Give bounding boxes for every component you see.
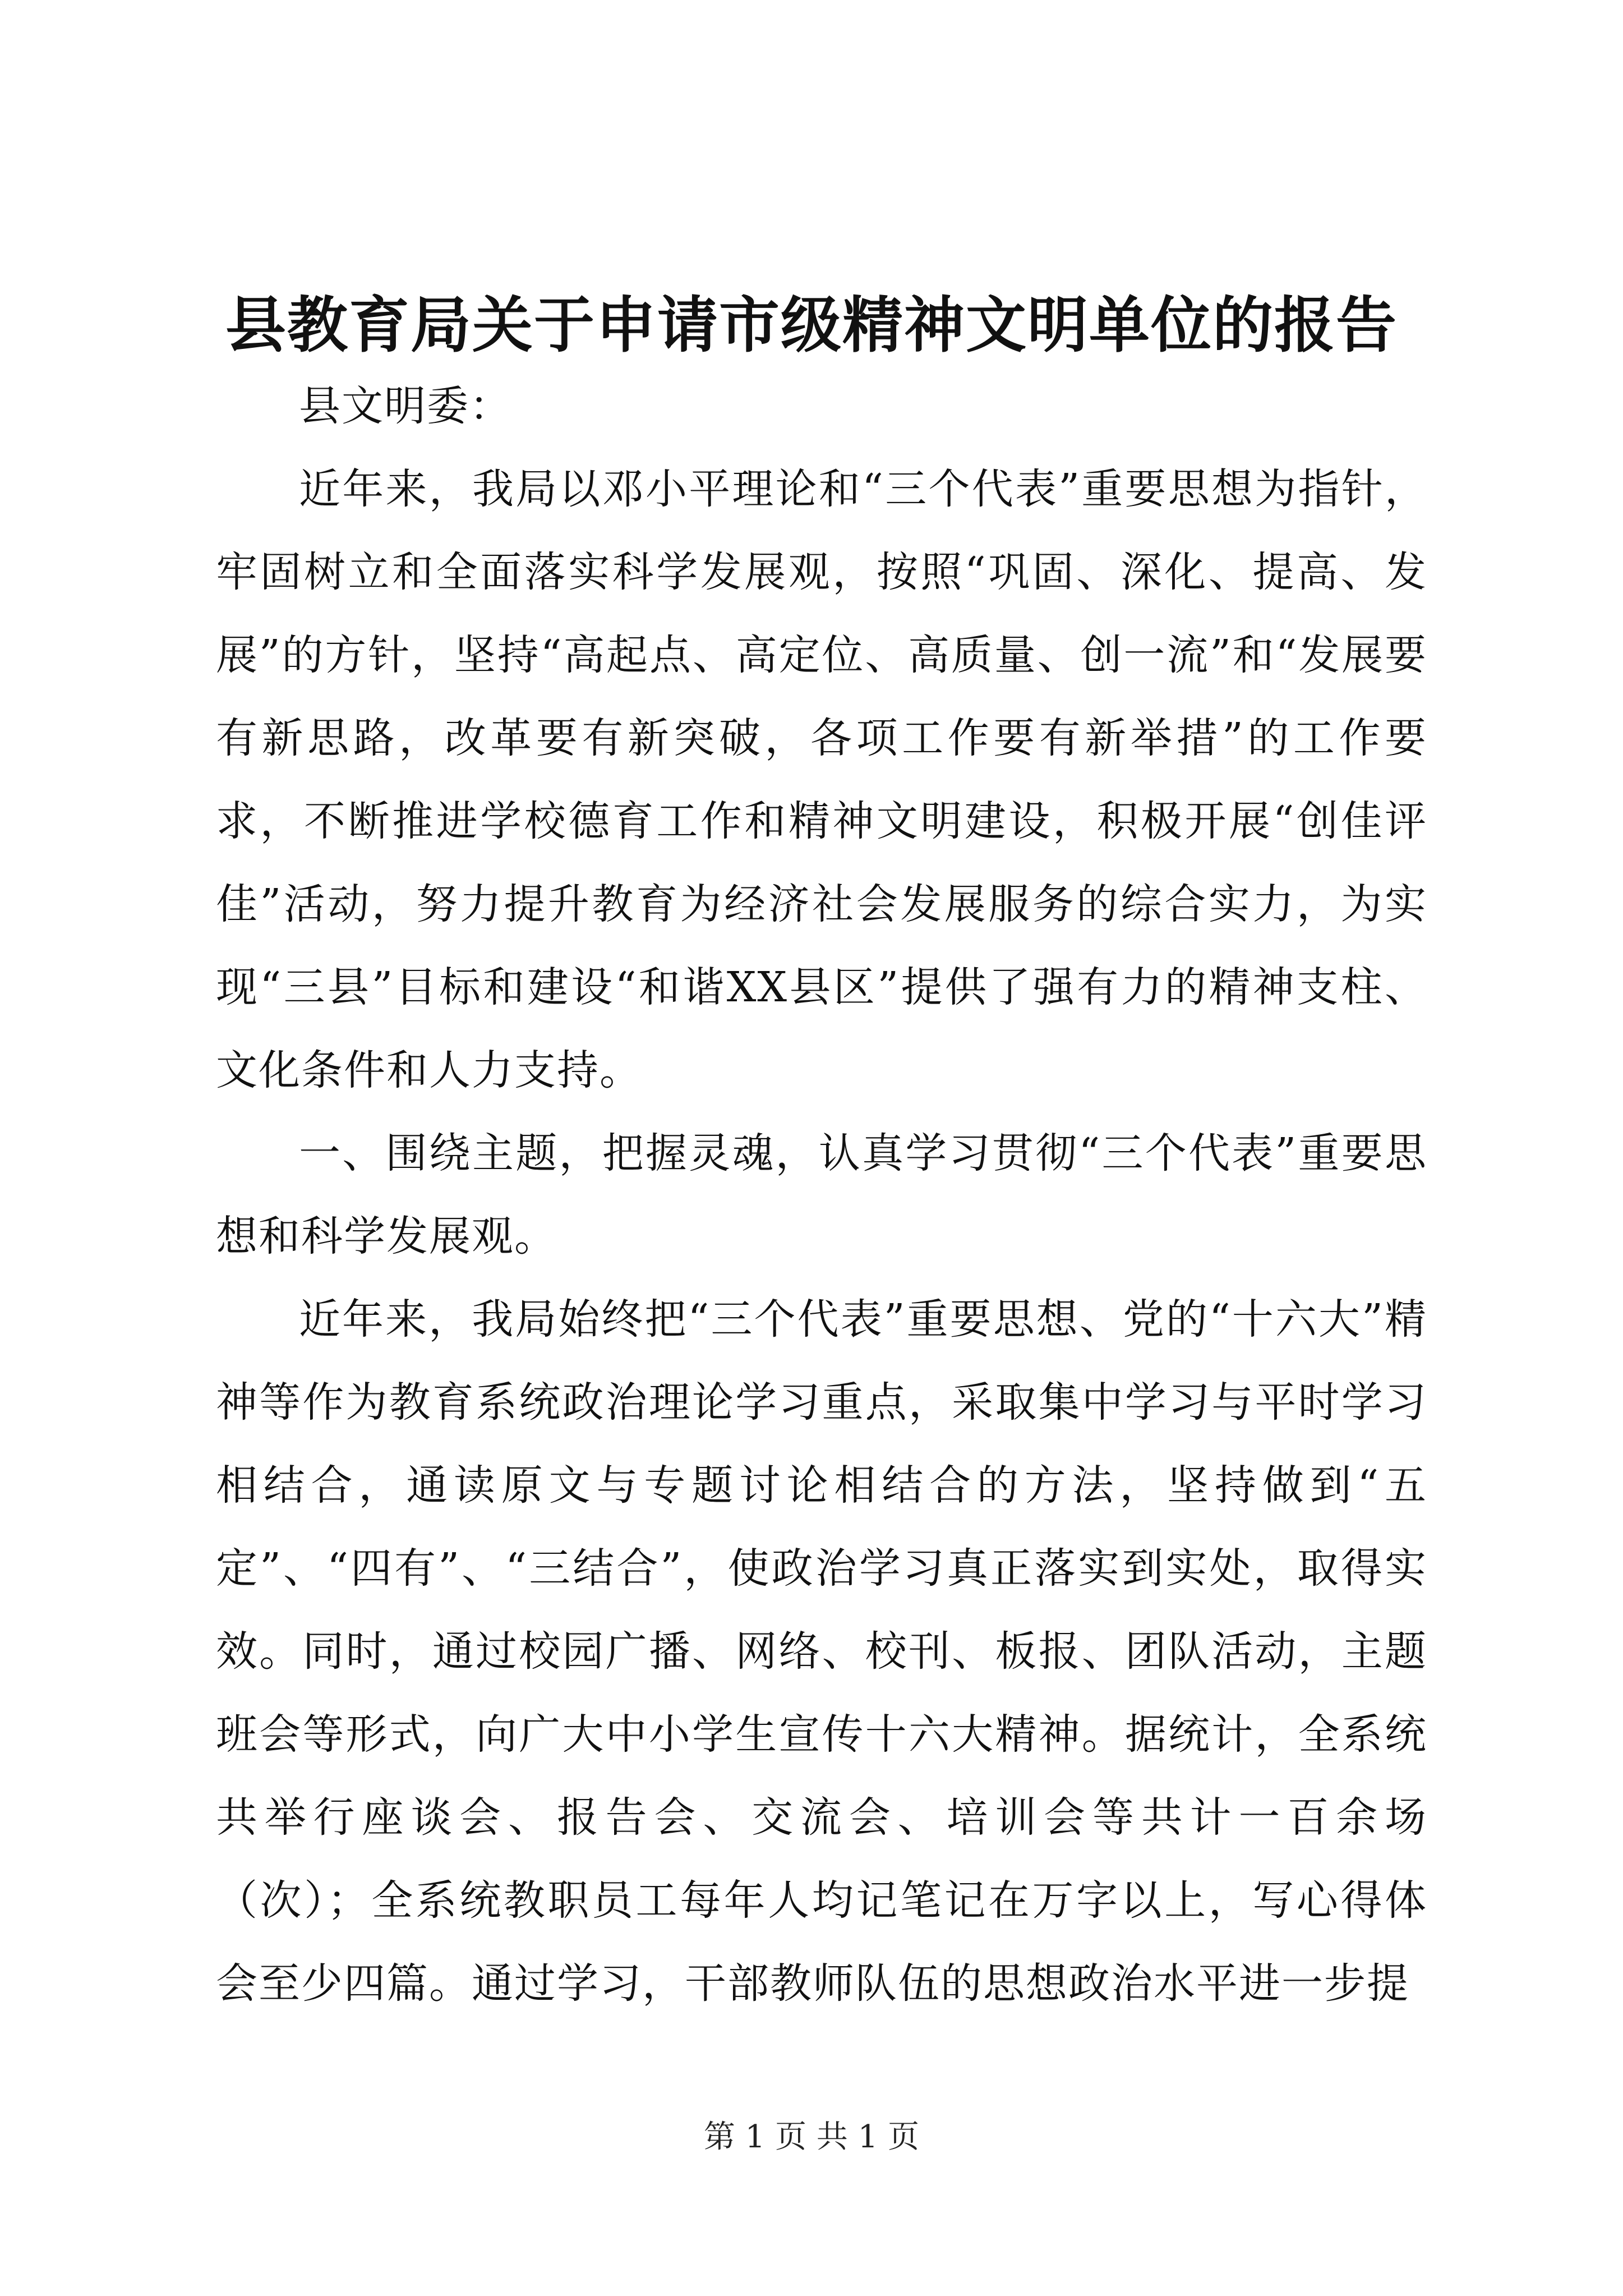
document-title: 县教育局关于申请市级精神文明单位的报告 [225,290,1398,361]
page-number-footer: 第 1 页 共 1 页 [703,2119,920,2155]
document-body [216,365,1427,2025]
paragraph-section-1: 近年来，我局始终把“三个代表”重要思想、党的“十六大”精神等作为教育系统政治理论学习重点，采取集中学习与平时学习相结合，通读原文与专题讨论相结合的方法，坚持做到“五定”、“四有”、“三结合”，使政治学习真正落实到实处，取得实效。同时，通过校园广播、网络、校刊、板报、团队活动，主题班会等形式，向广大中小学生宣传十六大精神。据统计，全系统共举行座谈会、报告会、交流会、培训会等共计一百余场（次）；全系统教职员工每年人均记笔记在万字以上，写心得体会至少四篇。通过学习，干部教师队伍的思想政治水平进一步提 [216,1295,1427,2008]
paragraph-intro: 近年来，我局以邓小平理论和“三个代表”重要思想为指针，牢固树立和全面落实科学发展观，按照“巩固、深化、提高、发展”的方针，坚持“高起点、高定位、高质量、创一流”和“发展要有新思路，改革要有新突破，各项工作要有新举措”的工作要求，不断推进学校德育工作和精神文明建设，积极开展“创佳评佳”活动，努力提升教育为经济社会发展服务的综合实力，为实现“三县”目标和建设“和谐XX县区”提供了强有力的精神支柱、文化条件和人力支持。 [216,465,1427,1094]
section-heading-1: 一、围绕主题，把握灵魂，认真学习贯彻“三个代表”重要思想和科学发展观。 [216,1129,1427,1260]
salutation: 县文明委： [299,382,512,430]
